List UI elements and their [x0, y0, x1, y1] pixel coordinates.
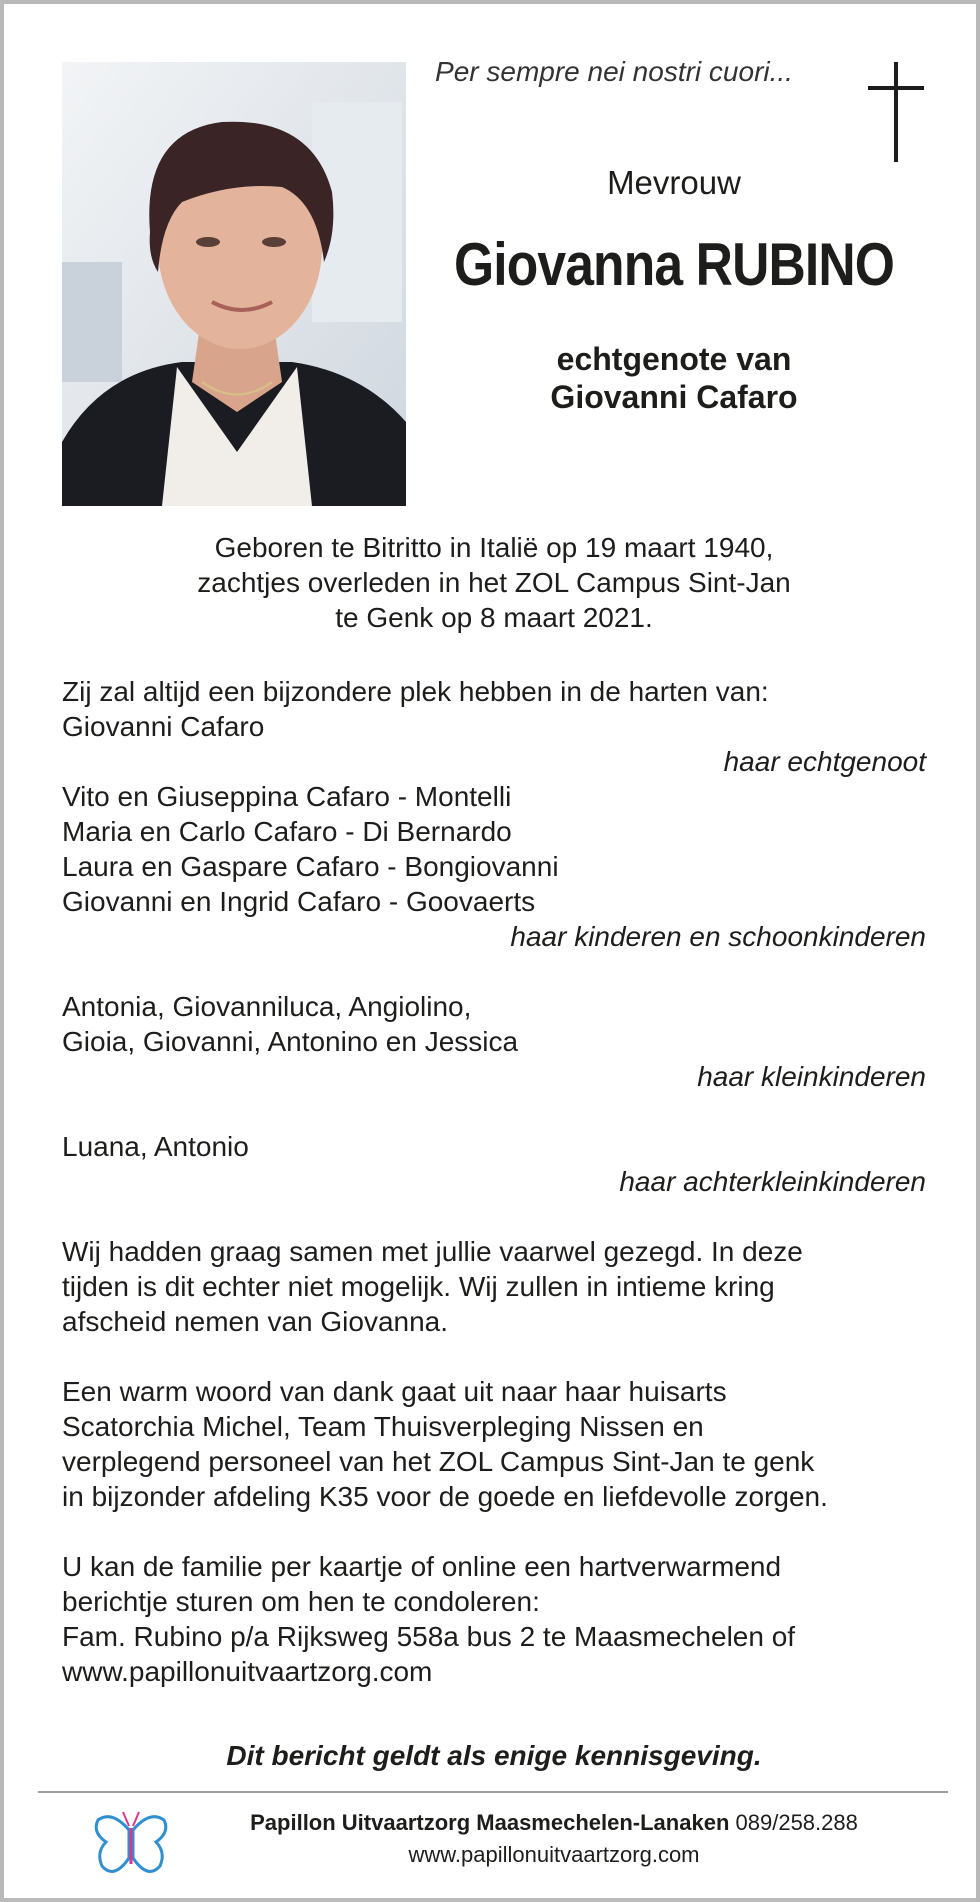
children-role: haar kinderen en schoonkinderen [510, 921, 926, 952]
husband-role: haar echtgenoot [723, 746, 926, 777]
grandchildren-role: haar kleinkinderen [697, 1061, 926, 1092]
butterfly-logo-icon [92, 1808, 170, 1882]
great-grandchildren-role: haar achterkleinkinderen [619, 1166, 926, 1197]
birth-death-details [62, 530, 926, 635]
husband-name: Giovanni Cafaro [62, 711, 265, 742]
farewell-line: Wij hadden graag samen met jullie vaarwel gezegd. In deze [62, 1236, 803, 1267]
honorific: Mevrouw [607, 164, 741, 201]
death-line: zachtjes overleden in het ZOL Campus Sint-Jan [197, 567, 791, 598]
funeral-home-name: Papillon Uitvaartzorg Maasmechelen-Lanaken [250, 1810, 730, 1835]
child-entry: Maria en Carlo Cafaro - Di Bernardo [62, 816, 512, 847]
funeral-home-website[interactable]: www.papillonuitvaartzorg.com [408, 1842, 700, 1867]
condolence-line: berichtje sturen om hen te condoleren: [62, 1586, 540, 1617]
child-entry: Giovanni en Ingrid Cafaro - Goovaerts [62, 886, 536, 917]
thanks-line: Een warm woord van dank gaat uit naar haar huisarts [62, 1376, 727, 1407]
child-entry: Laura en Gaspare Cafaro - Bongiovanni [62, 851, 559, 882]
spouse-line: echtgenote van [556, 341, 792, 377]
great-grandchildren: Luana, Antonio [62, 1131, 249, 1162]
condolence-line: U kan de familie per kaartje of online een hartverwarmend [62, 1551, 782, 1582]
condolence-address: Fam. Rubino p/a Rijksweg 558a bus 2 te Maasmechelen of [62, 1621, 796, 1652]
closing-notice: Dit bericht geldt als enige kennisgeving. [226, 1740, 762, 1771]
thanks-line: Scatorchia Michel, Team Thuisverpleging Nissen en [62, 1411, 704, 1442]
thanks-line: verplegend personeel van het ZOL Campus Sint-Jan te genk [62, 1446, 815, 1477]
motto: Per sempre nei nostri cuori... [435, 56, 793, 87]
spouse-block [414, 340, 934, 416]
funeral-home-phone: 089/258.288 [735, 1810, 858, 1835]
funeral-home-line [184, 1810, 924, 1836]
footer-divider [38, 1791, 948, 1793]
grandchildren-line: Gioia, Giovanni, Antonino en Jessica [62, 1026, 519, 1057]
thanks-line: in bijzonder afdeling K35 voor de goede en liefdevolle zorgen. [62, 1481, 828, 1512]
condolence-website: www.papillonuitvaartzorg.com [62, 1656, 433, 1687]
deceased-name: Giovanna RUBINO [453, 231, 895, 298]
grandchildren-line: Antonia, Giovanniluca, Angiolino, [62, 991, 472, 1022]
death-place-line: te Genk op 8 maart 2021. [335, 602, 653, 633]
portrait-illustration [62, 62, 406, 506]
family-intro: Zij zal altijd een bijzondere plek hebben in de harten van: [62, 676, 769, 707]
birth-line: Geboren te Bitritto in Italië op 19 maart 1940, [214, 532, 774, 563]
spouse-name: Giovanni Cafaro [550, 379, 798, 415]
cross-icon [864, 62, 928, 162]
farewell-line: tijden is dit echter niet mogelijk. Wij zullen in intieme kring [62, 1271, 775, 1302]
family-section [62, 674, 926, 1689]
child-entry: Vito en Giuseppina Cafaro - Montelli [62, 781, 512, 812]
farewell-line: afscheid nemen van Giovanna. [62, 1306, 449, 1337]
portrait-photo [62, 62, 406, 506]
